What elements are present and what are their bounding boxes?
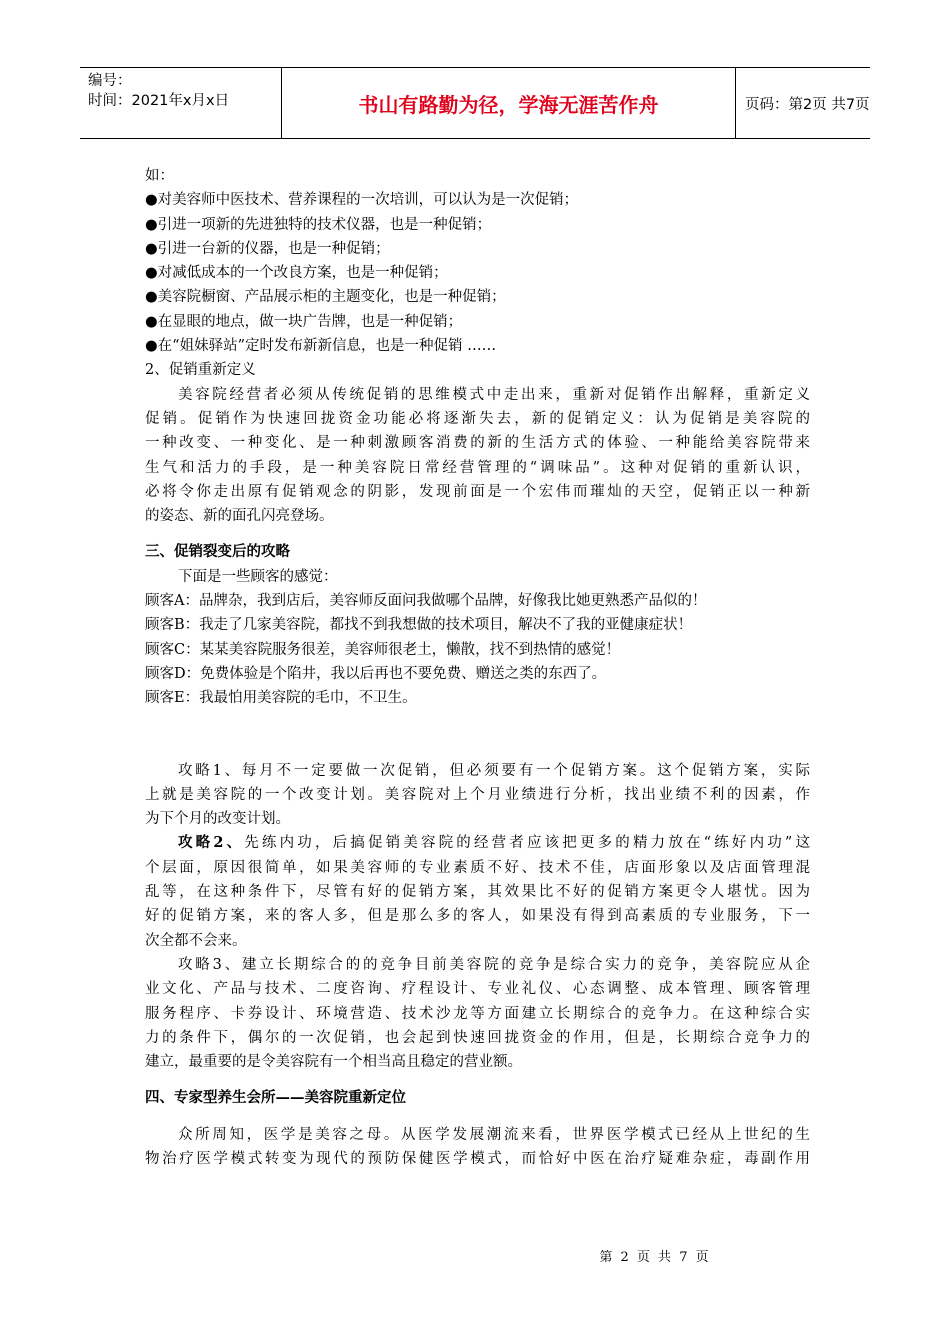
paragraph-line: 众所周知，医学是美容之母。从医学发展潮流来看，世界医学模式已经从上世纪的生	[178, 1126, 810, 1143]
paragraph-line: 攻略1、每月不一定要做一次促销，但必须要有一个促销方案。这个促销方案，实际	[178, 762, 810, 779]
paragraph-line: 一种改变、一种变化、是一种刺激顾客消费的新的生活方式的体验、一种能给美容院带来	[145, 435, 810, 452]
spacer	[145, 528, 810, 540]
bullet-item: ●引进一项新的先进独特的技术仪器，也是一种促销；	[145, 216, 492, 233]
document-number-label: 编号：	[88, 73, 132, 89]
strategy-label: 攻略2、	[178, 834, 245, 852]
bullet-item: ●引进一台新的仪器，也是一种促销；	[145, 240, 390, 257]
section-heading: 三、促销裂变后的攻略	[145, 543, 290, 561]
spacer	[145, 711, 810, 759]
spacer	[145, 1074, 810, 1086]
bullet-item: ●在显眼的地点，做一块广告牌，也是一种促销；	[145, 313, 463, 330]
bullet-item: ●美容院橱窗、产品展示柜的主题变化，也是一种促销；	[145, 289, 506, 306]
bullet-item: ●在“姐妹驿站”定时发布新新信息，也是一种促销 ……	[145, 338, 497, 355]
paragraph-line: 服务程序、卡券设计、环境营造、技术沙龙等方面建立长期综合的竞争力。在这种综合实	[145, 1005, 810, 1022]
paragraph-line: 力的条件下，偶尔的一次促销，也会起到快速回拢资金的作用，但是，长期综合竞争力的	[145, 1029, 810, 1046]
paragraph-line: 物治疗医学模式转变为现代的预防保健医学模式，而恰好中医在治疗疑难杂症，毒副作用	[145, 1150, 810, 1167]
customer-quote: 顾客D：免费体验是个陷井，我以后再也不要免费、赠送之类的东西了。	[145, 665, 607, 682]
paragraph-line: 攻略3、建立长期综合的的竞争目前美容院的竞争是综合实力的竞争，美容院应从企	[178, 956, 810, 973]
paragraph-line: 次全都不会来。	[145, 932, 247, 949]
paragraph-line: 乱等，在这种条件下，尽管有好的促销方案，其效果比不好的促销方案更令人堪忧。因为	[145, 884, 810, 901]
footer-page-number: 第 2 页 共 7 页	[599, 1250, 711, 1265]
paragraph-line: 美容院经营者必须从传统促销的思维模式中走出来，重新对促销作出解释，重新定义	[178, 386, 810, 403]
customer-quote: 顾客E：我最怕用美容院的毛巾，不卫生。	[145, 690, 417, 707]
paragraph-text: 先练内功，后搞促销美容院的经营者应该把更多的精力放在“练好内功”这	[244, 835, 810, 852]
paragraph-line: 为下个月的改变计划。	[145, 811, 290, 828]
paragraph-line: 好的促销方案，来的客人多，但是那么多的客人，如果没有得到高素质的专业服务，下一	[145, 908, 810, 925]
section-heading: 四、专家型养生会所——美容院重新定位	[145, 1089, 406, 1107]
page-header	[80, 67, 870, 139]
header-motto: 书山有路勤为径，学海无涯苦作舟	[282, 68, 736, 138]
document-date-label: 时间：2021年x月x日	[88, 93, 230, 109]
subheading: 2、促销重新定义	[145, 362, 256, 379]
header-meta	[80, 68, 282, 138]
body-line: 如：	[145, 168, 174, 184]
body-line: 下面是一些顾客的感觉：	[178, 568, 338, 585]
bullet-item: ●对减低成本的一个改良方案，也是一种促销；	[145, 265, 448, 282]
paragraph-line	[145, 831, 810, 855]
paragraph-line: 生气和活力的手段，是一种美容院日常经营管理的“调味品”。这种对促销的重新认识，	[145, 459, 810, 476]
paragraph-line: 的姿态、新的面孔闪亮登场。	[145, 508, 334, 525]
customer-quote: 顾客C：某某美容院服务很差，美容师很老土，懒散，找不到热情的感觉！	[145, 641, 621, 658]
header-page-number: 页码：第2页 共7页	[745, 96, 870, 113]
spacer	[145, 1111, 810, 1123]
paragraph-line: 个层面，原因很简单，如果美容师的专业素质不好、技术不佳，店面形象以及店面管理混	[145, 859, 810, 876]
paragraph-line: 业文化、产品与技术、二度咨询、疗程设计、专业礼仪、心态调整、成本管理、顾客管理	[145, 981, 810, 998]
paragraph-line: 必将令你走出原有促销观念的阴影，发现前面是一个宏伟而璀灿的天空，促销正以一种新	[145, 483, 810, 500]
bullet-item: ●对美容师中医技术、营养课程的一次培训，可以认为是一次促销；	[145, 192, 579, 209]
document-body	[145, 164, 810, 1171]
customer-quote: 顾客B：我走了几家美容院，都找不到我想做的技术项目，解决不了我的亚健康症状！	[145, 617, 693, 634]
paragraph-line: 建立，最重要的是令美容院有一个相当高且稳定的营业额。	[145, 1054, 522, 1071]
paragraph-line: 促销。促销作为快速回拢资金功能必将逐渐失去，新的促销定义：认为促销是美容院的	[145, 410, 810, 427]
customer-quote: 顾客A：品牌杂，我到店后，美容师反面问我做哪个品牌，好像我比她更熟悉产品似的！	[145, 593, 707, 610]
page-footer	[0, 1246, 950, 1265]
paragraph-line: 上就是美容院的一个改变计划。美容院对上个月业绩进行分析，找出业绩不利的因素，作	[145, 786, 810, 803]
